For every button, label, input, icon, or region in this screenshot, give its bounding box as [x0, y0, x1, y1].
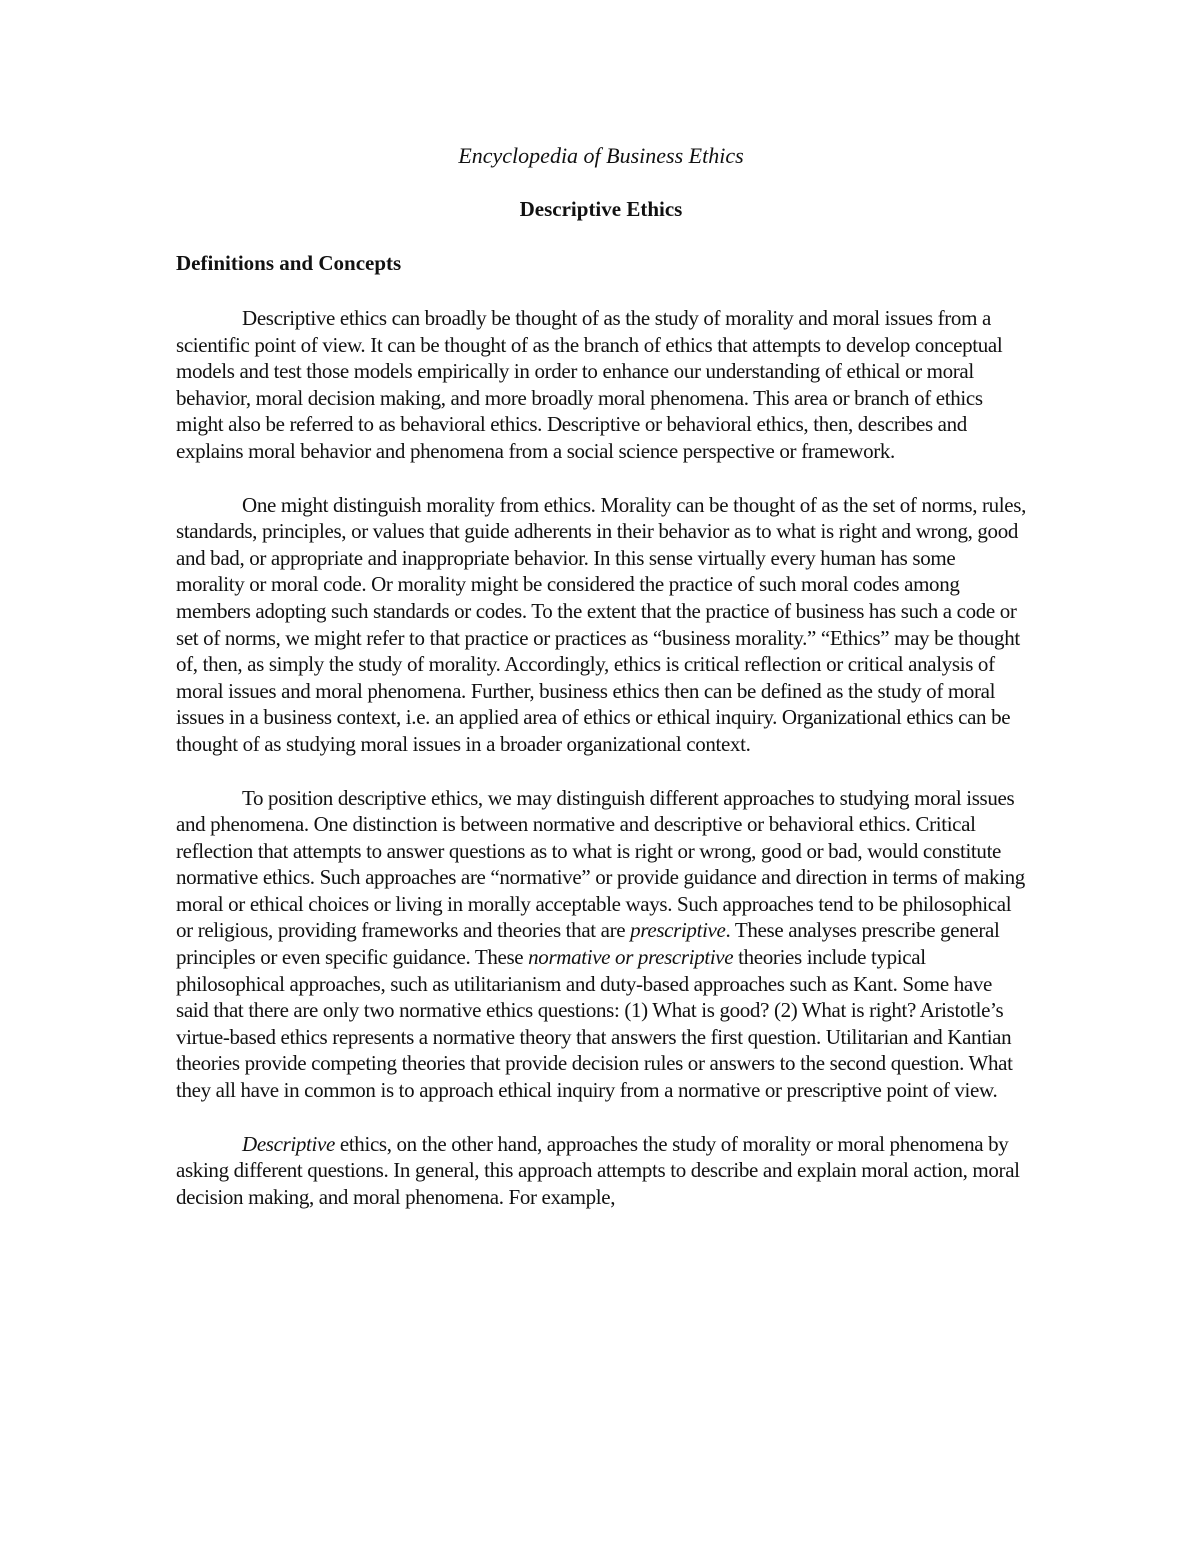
emphasis-normative-or-prescriptive: normative or prescriptive — [528, 945, 734, 970]
paragraph-2: One might distinguish morality from ethics. Morality can be thought of as the set of norms, rules, standards, principles, or values that guide adherents in their behavior as to what is right and wrong, good and bad, or appropriate and inappropriate behavior. In this sense virtually every human has some morality or moral code. Or morality might be considered the practice of such moral codes among members adopting such standards or codes. To the extent that the practice of business has such a code or set of norms, we might refer to that practice or practices as “business morality.” “Ethics” may be thought of, then, as simply the study of morality. Accordingly, ethics is critical reflection or critical analysis of moral issues and moral phenomena. Further, business ethics then can be defined as the study of moral issues in a business context, i.e. an applied area of ethics or ethical inquiry. Organizational ethics can be thought of as studying moral issues in a broader organizational context. — [176, 492, 1026, 756]
paragraph-4 — [176, 1131, 1026, 1211]
emphasis-descriptive: Descriptive — [242, 1131, 335, 1156]
paragraph-3-text-b: . These analyses prescribe general principles or even specific guidance. These — [176, 918, 1000, 970]
paragraph-1: Descriptive ethics can broadly be thought of as the study of morality and moral issues from a scientific point of view. It can be thought of as the branch of ethics that attempts to develop conceptual models and test those models empirically in order to enhance our understanding of ethical or moral behavior, moral decision making, and more broadly moral phenomena. This area or branch of ethics might also be referred to as behavioral ethics. Descriptive or behavioral ethics, then, describes and explains moral behavior and phenomena from a social science perspective or framework. — [176, 306, 1003, 463]
paragraph-3-text-c: theories include typical philosophical approaches, such as utilitarianism and duty-based approaches such as Kant. Some have said that there are only two normative ethics questions: (1) What is good? (2) What is right? Aristotle’s virtue-based ethics represents a normative theory that answers the first question. Utilitarian and Kantian theories provide competing theories that provide decision rules or answers to the second question. What they all have in common is to approach ethical inquiry from a normative or prescriptive point of view. — [176, 945, 1013, 1103]
document-page — [176, 140, 1026, 1210]
section-title: Descriptive Ethics — [519, 197, 683, 221]
paragraph-3 — [176, 785, 1026, 1104]
emphasis-prescriptive: prescriptive — [630, 918, 726, 943]
paragraph-4-text: ethics, on the other hand, approaches the study of morality or moral phenomena by asking different questions. In general, this approach attempts to describe and explain moral action, moral decision making, and moral phenomena. For example, — [176, 1131, 1020, 1209]
subheading: Definitions and Concepts — [176, 251, 402, 275]
paragraph-3-text-a: To position descriptive ethics, we may distinguish different approaches to studying moral issues and phenomena. One distinction is between normative and descriptive or behavioral ethics. Critical reflection that attempts to answer questions as to what is right or wrong, good or bad, would constitute normative ethics. Such approaches are “normative” or provide guidance and direction in terms of making moral or ethical choices or living in morally acceptable ways. Such approaches tend to be philosophical or religious, providing frameworks and theories that are — [176, 785, 1025, 943]
document-title: Encyclopedia of Business Ethics — [458, 143, 744, 168]
